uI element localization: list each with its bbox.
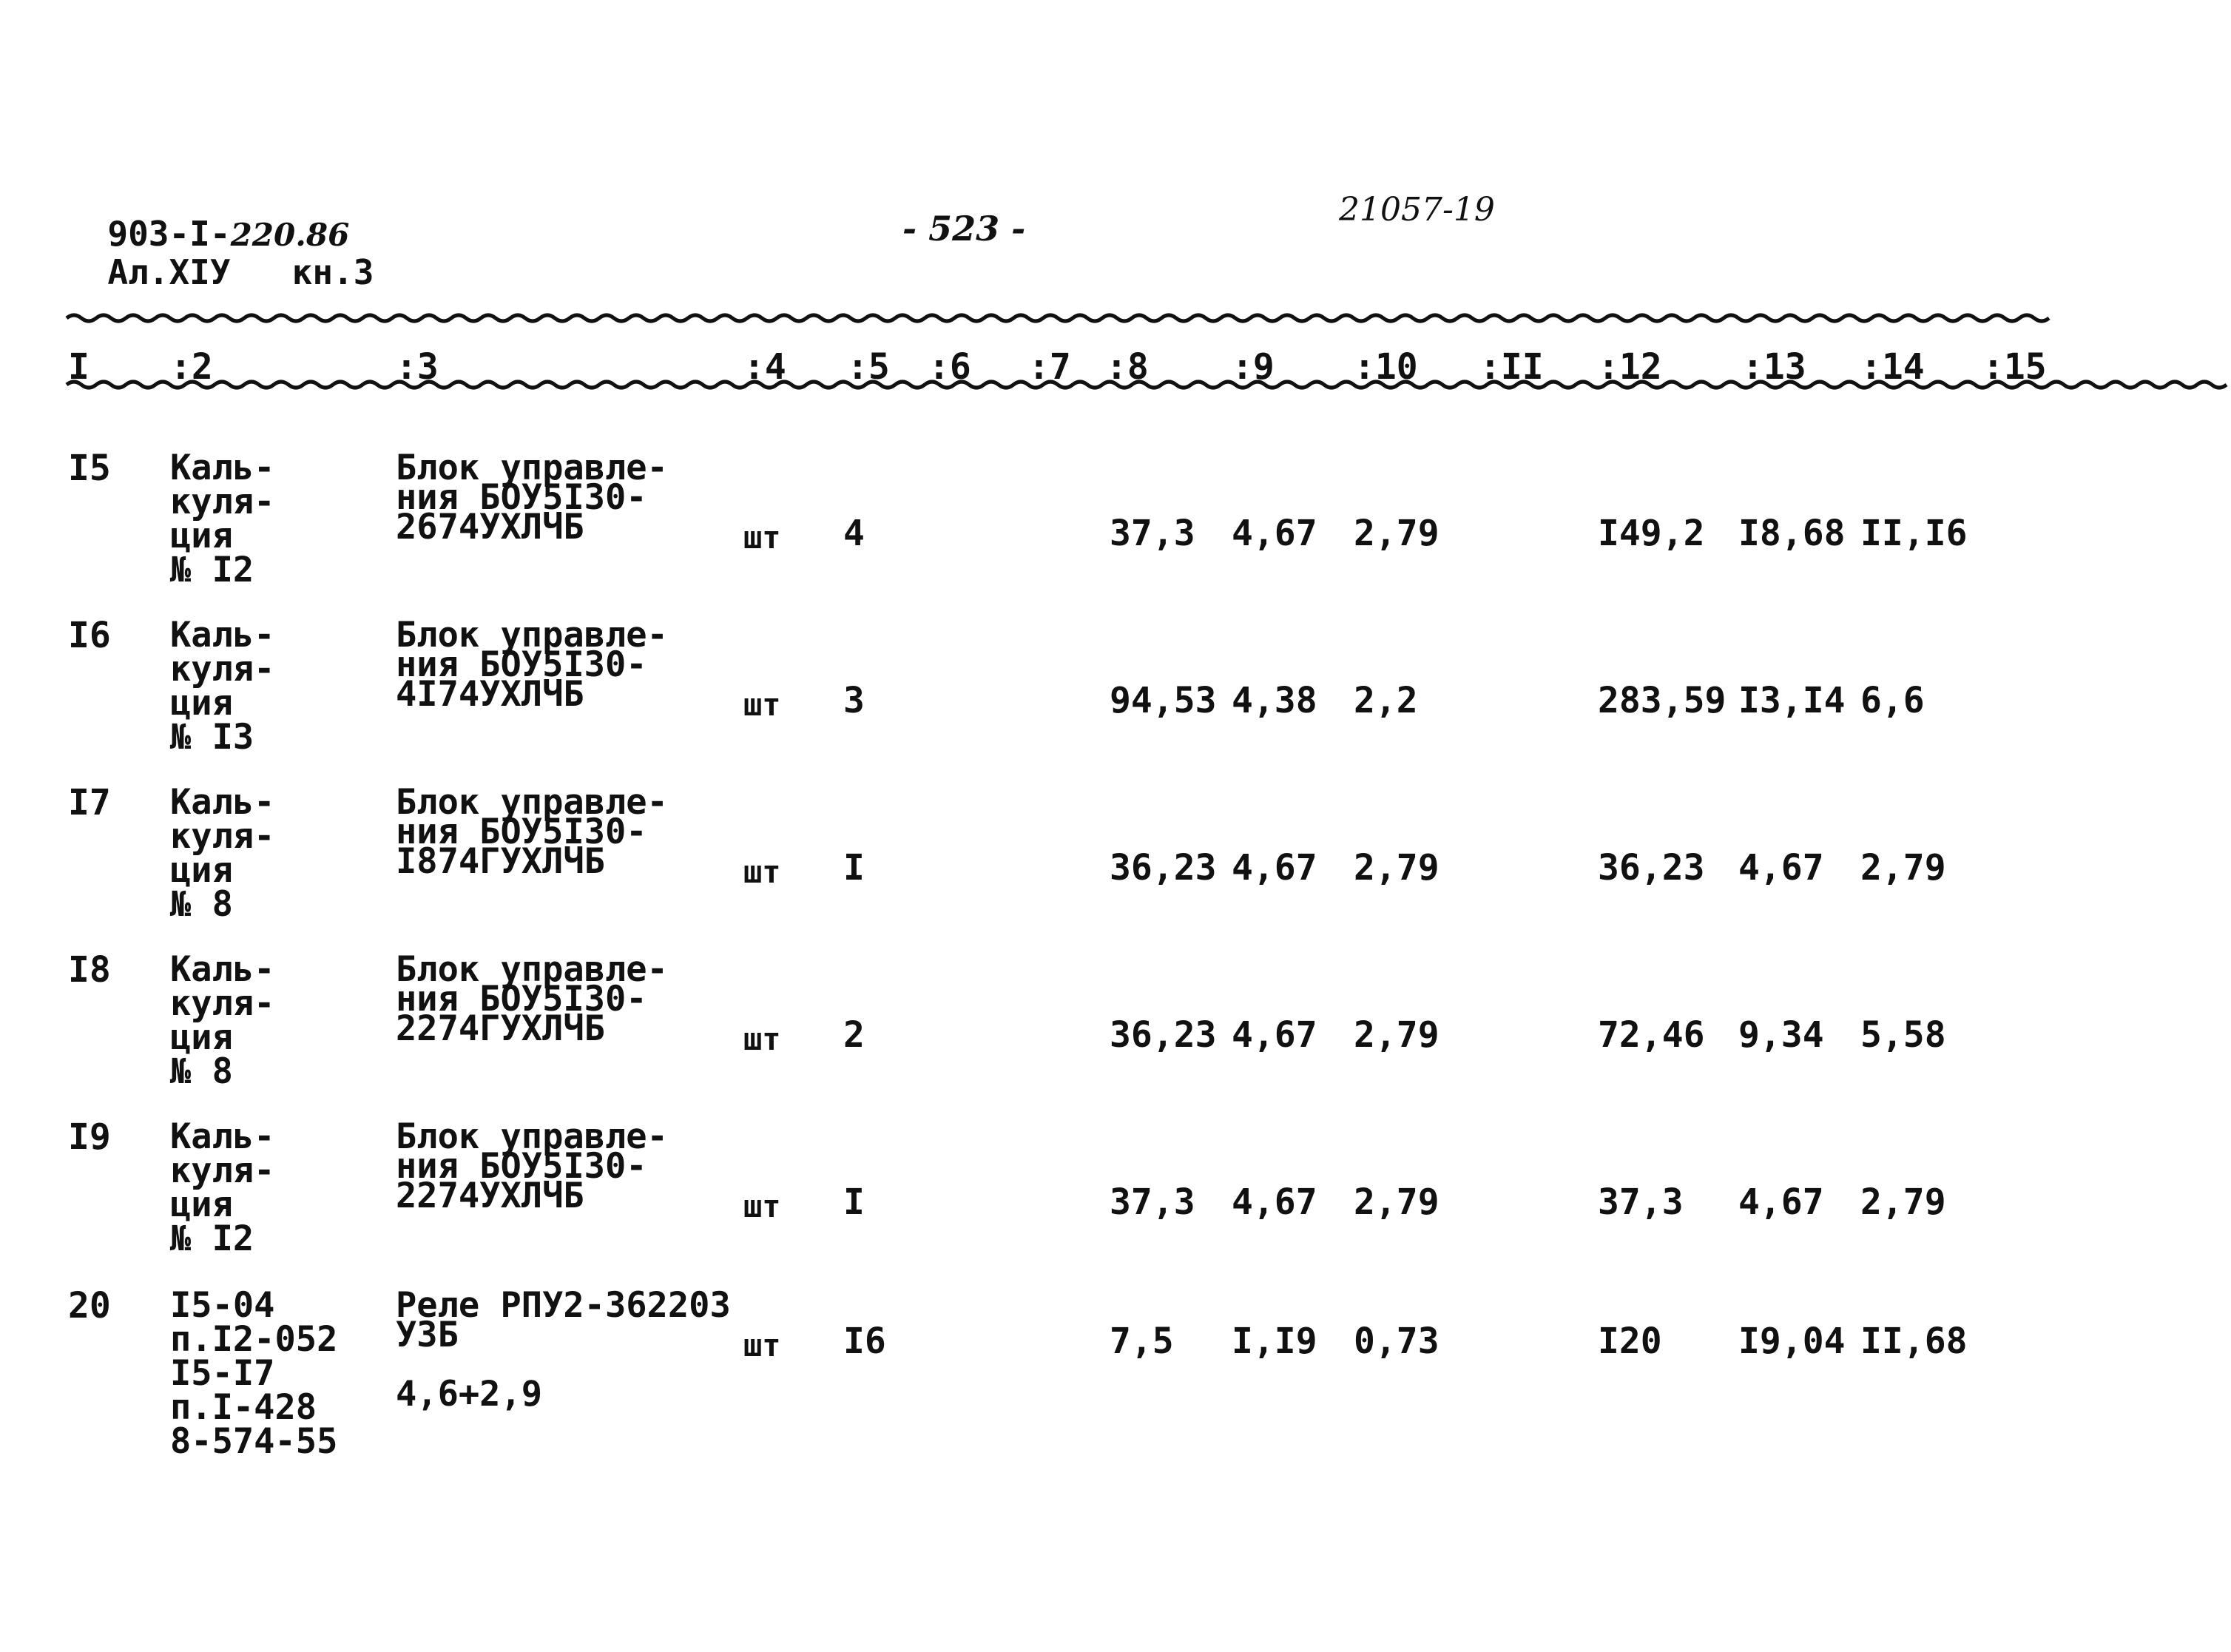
row-name-line: Блок управле- xyxy=(396,949,668,990)
row-name-line: ния БОУ5I30- xyxy=(396,644,647,685)
column-number: :7 xyxy=(1028,346,1071,388)
row-quantity: I xyxy=(843,847,865,889)
column-number: :6 xyxy=(928,346,971,388)
row-col14: 6,6 xyxy=(1860,680,1925,721)
row-reference-line: № I2 xyxy=(170,1218,254,1259)
row-reference-line: ция xyxy=(170,1184,233,1225)
row-reference-line: I5-04 xyxy=(170,1285,275,1326)
row-number: I7 xyxy=(68,782,111,823)
row-col8: 7,5 xyxy=(1110,1321,1174,1362)
page-number: - 523 - xyxy=(902,209,1026,249)
row-quantity: 2 xyxy=(843,1014,865,1056)
column-number: :13 xyxy=(1742,346,1806,388)
row-unit: шт xyxy=(743,687,781,723)
row-unit: шт xyxy=(743,1327,781,1363)
row-col8: 36,23 xyxy=(1110,1014,1217,1056)
project-number: 21057-19 xyxy=(1339,191,1495,229)
row-reference-line: Каль- xyxy=(170,782,275,823)
row-reference-line: Каль- xyxy=(170,615,275,655)
row-reference-line: № I2 xyxy=(170,550,254,590)
row-reference-line: ция xyxy=(170,850,233,891)
row-reference-line: ция xyxy=(170,683,233,724)
row-quantity: I xyxy=(843,1181,865,1223)
row-col10: 2,79 xyxy=(1354,1181,1439,1223)
row-col14: 2,79 xyxy=(1860,847,1946,889)
document-code-printed: 903-I- xyxy=(107,214,231,254)
row-name-line: 2274ГУХЛЧБ xyxy=(396,1008,605,1049)
row-col12: 36,23 xyxy=(1598,847,1705,889)
row-col14: II,68 xyxy=(1860,1321,1968,1362)
row-quantity: 3 xyxy=(843,680,865,721)
row-reference-line: куля- xyxy=(170,1150,275,1191)
row-number: I6 xyxy=(68,615,111,656)
row-col10: 2,79 xyxy=(1354,1014,1439,1056)
row-col14: II,I6 xyxy=(1860,513,1968,554)
book-label: кн.3 xyxy=(291,252,374,292)
row-name-line: ния БОУ5I30- xyxy=(396,1146,647,1187)
column-number: I xyxy=(68,346,90,388)
document-code-handwritten: 220.86 xyxy=(230,217,350,253)
row-name-line: ния БОУ5I30- xyxy=(396,477,647,518)
row-quantity: 4 xyxy=(843,513,865,554)
row-col12: 283,59 xyxy=(1598,680,1727,721)
row-col9: 4,67 xyxy=(1232,1014,1317,1056)
row-quantity: I6 xyxy=(843,1321,886,1362)
row-col9: I,I9 xyxy=(1232,1321,1317,1362)
row-reference-line: I5-I7 xyxy=(170,1353,275,1394)
row-reference-line: Каль- xyxy=(170,448,275,488)
row-unit: шт xyxy=(743,519,781,556)
row-name-line: Блок управле- xyxy=(396,782,668,823)
row-unit: шт xyxy=(743,854,781,890)
column-number: :14 xyxy=(1860,346,1925,388)
column-number: :4 xyxy=(743,346,786,388)
row-name-line: 2674УХЛЧБ xyxy=(396,507,584,547)
row-number: 20 xyxy=(68,1285,111,1326)
row-col8: 37,3 xyxy=(1110,1181,1195,1223)
row-col14: 2,79 xyxy=(1860,1181,1946,1223)
row-number: I5 xyxy=(68,448,111,489)
row-name-line: I874ГУХЛЧБ xyxy=(396,841,605,882)
row-reference-line: ция xyxy=(170,516,233,556)
row-name-line: Блок управле- xyxy=(396,448,668,488)
row-col13: 4,67 xyxy=(1738,1181,1824,1223)
row-col12: 37,3 xyxy=(1598,1181,1684,1223)
row-reference-line: куля- xyxy=(170,983,275,1024)
row-number: I9 xyxy=(68,1116,111,1158)
row-unit: шт xyxy=(743,1021,781,1057)
column-number: :12 xyxy=(1598,346,1662,388)
row-unit: шт xyxy=(743,1188,781,1224)
row-name-line: 2274УХЛЧБ xyxy=(396,1176,584,1216)
row-reference-line: № 8 xyxy=(170,884,233,925)
row-col9: 4,67 xyxy=(1232,847,1317,889)
column-number: :9 xyxy=(1232,346,1275,388)
column-number: :5 xyxy=(847,346,890,388)
row-col9: 4,38 xyxy=(1232,680,1317,721)
row-col13: I9,04 xyxy=(1738,1321,1846,1362)
header-top-rule xyxy=(67,309,2182,327)
row-col9: 4,67 xyxy=(1232,513,1317,554)
row-name-line: ния БОУ5I30- xyxy=(396,979,647,1019)
row-col13: I8,68 xyxy=(1738,513,1846,554)
row-col9: 4,67 xyxy=(1232,1181,1317,1223)
album-label: Ал.XIУ xyxy=(107,252,231,292)
row-reference-line: Каль- xyxy=(170,1116,275,1157)
row-col13: I3,I4 xyxy=(1738,680,1846,721)
row-col10: 2,79 xyxy=(1354,513,1439,554)
row-reference-line: ция xyxy=(170,1017,233,1058)
row-name-line: Реле РПУ2-362203 xyxy=(396,1285,731,1326)
row-reference-line: № I3 xyxy=(170,717,254,758)
row-name-line: 4I74УХЛЧБ xyxy=(396,674,584,715)
row-col13: 9,34 xyxy=(1738,1014,1824,1056)
row-reference-line: п.I-428 xyxy=(170,1387,317,1428)
column-number: :II xyxy=(1479,346,1544,388)
column-number: :15 xyxy=(1982,346,2047,388)
row-col8: 37,3 xyxy=(1110,513,1195,554)
row-reference-line: № 8 xyxy=(170,1051,233,1092)
row-name-line: У3Б xyxy=(396,1315,459,1355)
column-number: :2 xyxy=(170,346,213,388)
row-name-line: ния БОУ5I30- xyxy=(396,812,647,852)
row-name-line: Блок управле- xyxy=(396,615,668,655)
row-col10: 0,73 xyxy=(1354,1321,1439,1362)
row-name-line: 4,6+2,9 xyxy=(396,1374,543,1415)
column-number: :8 xyxy=(1106,346,1149,388)
row-reference-line: п.I2-052 xyxy=(170,1319,338,1360)
row-reference-line: Каль- xyxy=(170,949,275,990)
column-number: :3 xyxy=(396,346,439,388)
row-col12: I49,2 xyxy=(1598,513,1705,554)
row-col10: 2,2 xyxy=(1354,680,1418,721)
column-number: :10 xyxy=(1354,346,1418,388)
row-name-line: Блок управле- xyxy=(396,1116,668,1157)
row-reference-line: куля- xyxy=(170,482,275,522)
row-col13: 4,67 xyxy=(1738,847,1824,889)
row-col12: I20 xyxy=(1598,1321,1662,1362)
row-col14: 5,58 xyxy=(1860,1014,1946,1056)
album-book xyxy=(67,215,374,291)
row-reference-line: куля- xyxy=(170,816,275,857)
row-col12: 72,46 xyxy=(1598,1014,1705,1056)
row-col10: 2,79 xyxy=(1354,847,1439,889)
row-col8: 94,53 xyxy=(1110,680,1217,721)
row-col8: 36,23 xyxy=(1110,847,1217,889)
row-number: I8 xyxy=(68,949,111,991)
row-reference-line: куля- xyxy=(170,649,275,690)
row-reference-line: 8-574-55 xyxy=(170,1421,338,1462)
